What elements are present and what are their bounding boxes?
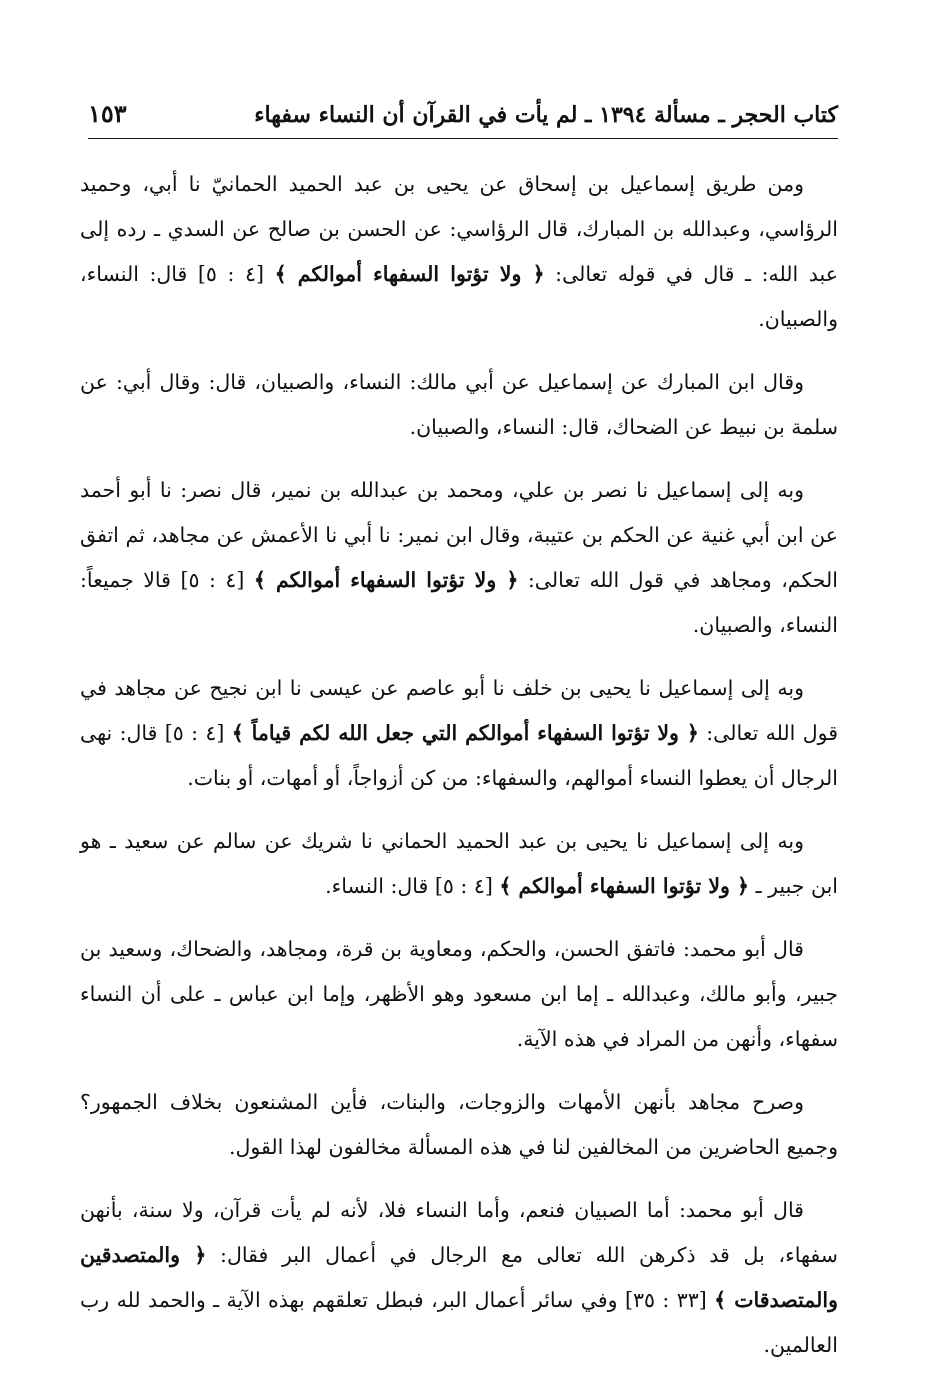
paragraph-text: وبه إلى إسماعيل نا يحيى بن عبد الحميد الحماني نا شريك عن سالم عن سعيد ـ هو ابن جبير ـ <box>80 829 838 898</box>
verse-citation-text: [٤ : ٥] قالا جميعاً: النساء، والصبيان. <box>80 568 838 637</box>
header-rule <box>88 138 838 139</box>
paragraph-text: ومن طريق إسماعيل بن إسحاق عن يحيى بن عبد الحميد الحمانيّ نا أبي، وحميد الرؤاسي، وعبدالله بن المبارك، قال الرؤاسي: عن الحسن بن صالح عن السدي ـ رده إلى عبد الله: ـ قال في قوله تعالى: <box>80 172 838 286</box>
quran-verse: ﴿ ولا تؤتوا السفهاء أموالكم ﴾ <box>253 568 519 592</box>
paragraph-text: وبه إلى إسماعيل نا نصر بن علي، ومحمد بن عبدالله بن نمير، قال نصر: نا أبو أحمد عن ابن أبي غنية عن الحكم بن عتيبة، وقال ابن نمير: نا أبي نا الأعمش عن مجاهد، ثم اتفق الحكم، ومجاهد في قول الله تعالى: <box>80 478 838 592</box>
quran-verse: ﴿ ولا تؤتوا السفهاء أموالكم التي جعل الله لكم قياماً ﴾ <box>231 721 699 745</box>
verse-citation-text: [٤ : ٥] قال: نهى الرجال أن يعطوا النساء أموالهم، والسفهاء: من كن أزواجاً، أو أمهات، أو بنات. <box>80 721 838 790</box>
running-head <box>88 88 838 128</box>
quran-verse: ﴿ ولا تؤتوا السفهاء أموالكم ﴾ <box>274 262 545 286</box>
verse-citation-text: [٣٣ : ٣٥] وفي سائر أعمال البر، فبطل تعلقهم بهذه الآية ـ والحمد لله رب العالمين. <box>80 1288 838 1357</box>
paragraph-text: وقال ابن المبارك عن إسماعيل عن أبي مالك: النساء، والصبيان، قال: وقال أبي: عن سلمة بن نبيط عن الضحاك، قال: النساء، والصبيان. <box>80 370 838 439</box>
paragraph-4 <box>80 666 838 801</box>
paragraph-text: قال أبو محمد: أما الصبيان فنعم، وأما النساء فلا، لأنه لم يأت قرآن، ولا سنة، بأنهن سفهاء، بل قد ذكرهن الله تعالى مع الرجال في أعمال البر فقال: <box>80 1198 838 1267</box>
paragraph-text: قال أبو محمد: فاتفق الحسن، والحكم، ومعاوية بن قرة، ومجاهد، والضحاك، وسعيد بن جبير، وأبو مالك، وعبدالله ـ إما ابن مسعود وهو الأظهر، وإما ابن عباس ـ على أن النساء سفهاء، وأنهن من المراد في هذه الآية. <box>80 937 838 1051</box>
quran-verse: ﴿ والمتصدقين والمتصدقات ﴾ <box>80 1243 838 1312</box>
paragraph-1 <box>80 162 838 342</box>
quran-verse: ﴿ ولا تؤتوا السفهاء أموالكم ﴾ <box>499 874 750 898</box>
running-title: كتاب الحجر ـ مسألة ١٣٩٤ ـ لم يأت في القرآن أن النساء سفهاء <box>254 102 838 128</box>
paragraph-2 <box>80 360 838 450</box>
paragraph-text: وبه إلى إسماعيل نا يحيى بن خلف نا أبو عاصم عن عيسى نا ابن نجيح عن مجاهد في قول الله تعالى: <box>80 676 838 745</box>
paragraph-3 <box>80 468 838 648</box>
paragraph-8 <box>80 1188 838 1368</box>
verse-citation-text: [٤ : ٥] قال: النساء، والصبيان. <box>80 262 838 331</box>
paragraph-7 <box>80 1080 838 1170</box>
verse-citation-text: [٤ : ٥] قال: النساء. <box>325 874 493 898</box>
paragraph-5 <box>80 819 838 909</box>
paragraph-text: وصرح مجاهد بأنهن الأمهات والزوجات، والبنات، فأين المشنعون بخلاف الجمهور؟ وجميع الحاضرين من المخالفين لنا في هذه المسألة مخالفون لهذا القول. <box>80 1090 838 1159</box>
page-number: ١٥٣ <box>88 99 127 128</box>
paragraph-6 <box>80 927 838 1062</box>
body-text <box>80 162 838 1386</box>
